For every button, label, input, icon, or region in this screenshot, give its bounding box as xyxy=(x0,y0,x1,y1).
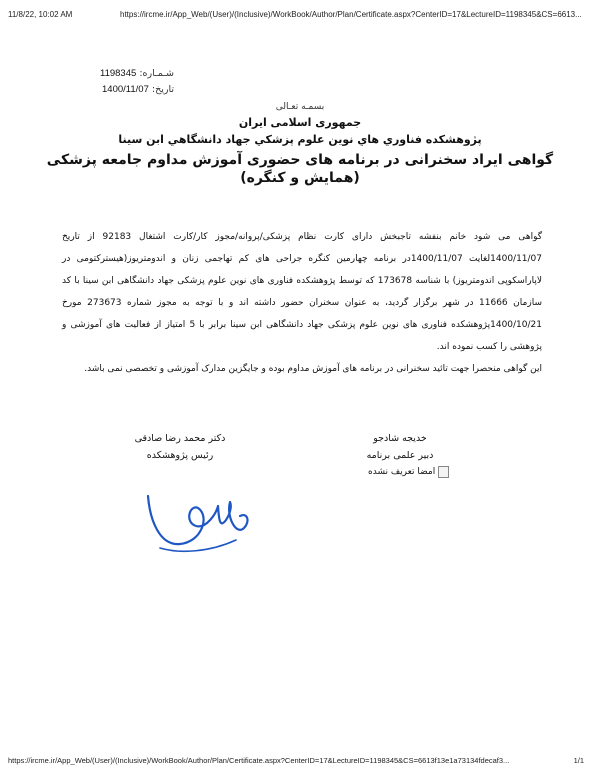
director-role: رئیس پژوهشکده xyxy=(146,450,214,461)
print-footer-url: https://ircme.ir/App_Web/(User)/(Inclusive)/WorkBook/Author/Plan/Certificate.aspx?CenterID=17&LectureID=1198345&CS=6613f13e1a73134fdecaf3... xyxy=(8,756,510,765)
print-header-url: https://ircme.ir/App_Web/(User)/(Inclusive)/WorkBook/Author/Plan/Certificate.aspx?CenterID=17&LectureID=1198345&CS=6613... xyxy=(120,10,582,19)
scientific-secretary-signature-block xyxy=(330,430,470,464)
missing-signature-text: امضا تعریف نشده xyxy=(368,467,436,477)
date-label: تاریخ: xyxy=(151,84,174,95)
director-name: دکتر محمد رضا صادقی xyxy=(134,433,226,444)
secretary-role: دبیر علمی برنامه xyxy=(366,450,434,461)
number-value: 1198345 xyxy=(100,68,137,79)
broken-image-icon xyxy=(438,466,449,478)
republic-heading: جمهوری اسلامی ایران xyxy=(238,116,362,129)
title-line-1: گواهی ایراد سخنرانی در برنامه های حضوری آموزش مداوم جامعه پزشکی xyxy=(46,152,554,168)
missing-signature xyxy=(368,466,449,478)
certificate-date xyxy=(64,84,174,95)
print-datetime: 11/8/22, 10:02 AM xyxy=(8,10,73,19)
institute-heading: پژوهشکده فناوري هاي نوين علوم پزشكي جهاد دانشگاهي ابن سينا xyxy=(118,133,482,146)
certificate-body xyxy=(62,226,542,380)
page-number: 1/1 xyxy=(573,756,584,765)
certificate-title xyxy=(40,151,560,187)
body-paragraph-1: گواهی می شود خانم بنفشه تاجبخش دارای کارت نظام پزشکی/پروانه/مجوز کار/کارت اشتغال 92183 از تاریخ 1400/11/07لغایت 1400/11/07در برنامه چهارمین کنگره جراحی های کم تهاجمی زنان و اندومتریوز(هیسترکتومی در لاپاراسکوپی اندومتریوز) با شناسه 173678 که توسط پژوهشکده فناوری های نوین علوم پزشکی جهاد دانشگاهی ابن سینا با کد سازمان 11666 در شهر برگزار گردید، به عنوان سخنران حضور داشته اند و با توجه به مجوز شماره 273673 مورخ 1400/10/21پژوهشکده فناوری های نوین علوم پزشکی جهاد دانشگاهی ابن سینا برابر با 5 امتیاز از فعالیت های آموزشی و پژوهشی را کسب نموده اند. xyxy=(62,232,543,352)
secretary-name: خدیجه شادجو xyxy=(373,433,427,444)
handwritten-signature xyxy=(140,476,260,566)
certificate-number xyxy=(64,68,174,79)
body-paragraph-2: این گواهی منحصرا جهت تائید سخنرانی در برنامه های آموزش مداوم بوده و جایگزین مدارک آموزشی و تخصصی نمی باشد. xyxy=(84,364,542,374)
bismillah: بسمـه تعـالی xyxy=(275,102,325,112)
number-label: شـمـاره: xyxy=(139,68,174,79)
title-line-2: (همایش و کنگره) xyxy=(240,170,360,186)
date-value: 1400/11/07 xyxy=(102,84,149,95)
director-signature-block xyxy=(110,430,250,464)
